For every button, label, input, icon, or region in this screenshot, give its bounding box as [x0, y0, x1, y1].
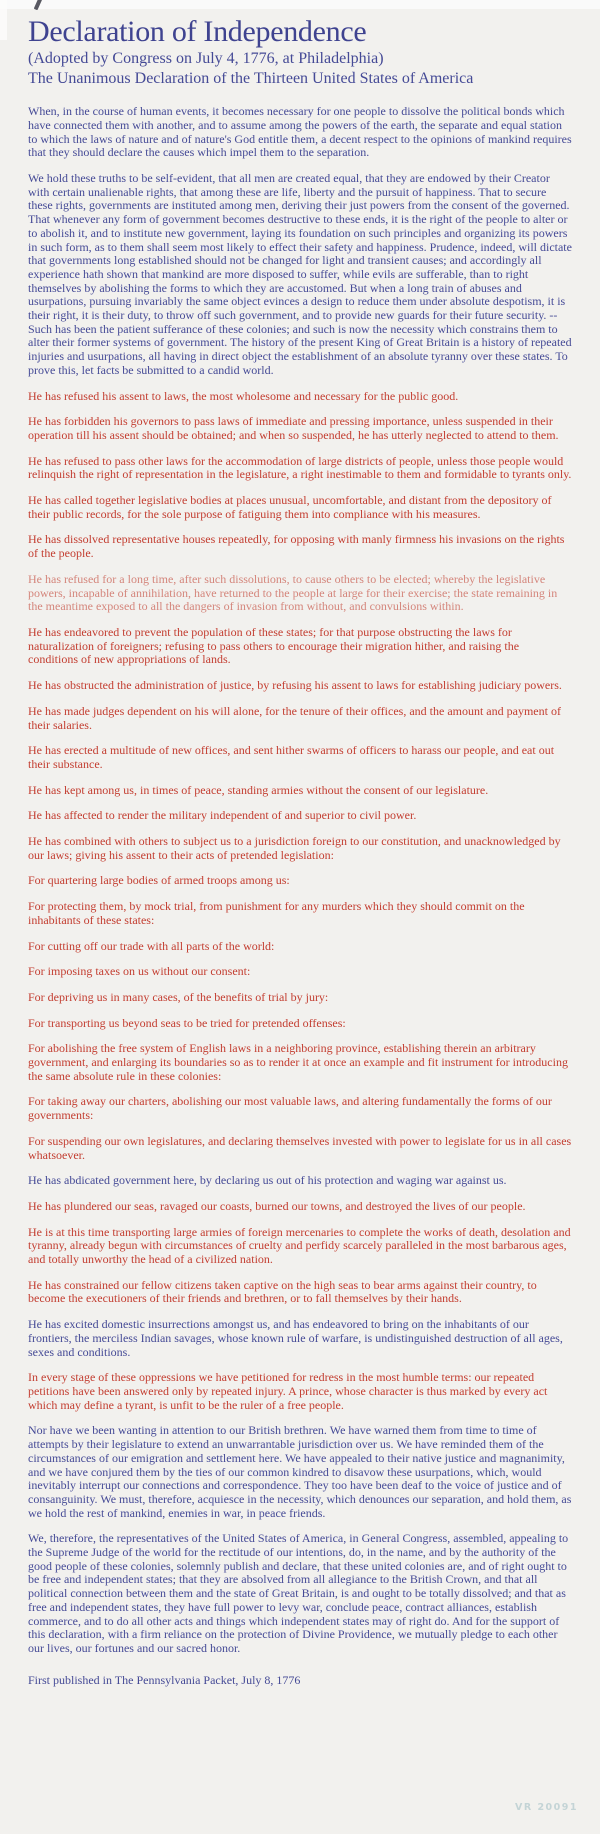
- grievance-paragraph: He has endeavored to prevent the population of these states; for that purpose obstructing the laws for naturalization of foreigners; refusing to pass others to encourage their migration hither, and raising the conditions of new appropriations of lands.: [28, 624, 520, 667]
- grievance-paragraph: For cutting off our trade with all parts of the world:: [28, 938, 275, 953]
- grievance-paragraph: For suspending our own legislatures, and declaring themselves invested with power to legislate for us in all cases whatsoever.: [28, 1133, 572, 1162]
- grievance-paragraph: For protecting them, by mock trial, from punishment for any murders which they should commit on the inhabitants of these states:: [28, 899, 525, 927]
- grievance-paragraph: He has forbidden his governors to pass laws of immediate and pressing importance, unless suspended in their operation till his assent should be obtained; and when so suspended, he has utterly neglected to attend to them.: [28, 414, 559, 442]
- grievance-paragraph: He is at this time transporting large armies of foreign mercenaries to complete the works of death, desolation and tyranny, already begun with circumstances of cruelty and perfidy scarcely paralleled in the most barbarous ages, and totally unworthy the head of a civilized nation.: [28, 1224, 571, 1267]
- conclusion-paragraph: We, therefore, the representatives of the United States of America, in General Congress, assembled, appealing to the Supreme Judge of the world for the rectitude of our intentions, do, in the name, and by the authority of the good people of these colonies, solemnly publish and declare, that these united colonies are, and of right ought to be free and independent states; that they are absolved from all allegiance to the British Crown, and that all political connection between them and the state of Great Britain, is and ought to be totally dissolved; and that as free and independent states, they have full power to levy war, conclude peace, contract alliances, establish commerce, and to do all other acts and things which independent states may of right do. And for the support of this declaration, with a firm reliance on the protection of Divine Providence, we mutually pledge to each other our lives, our fortunes and our sacred honor.: [28, 1531, 569, 1655]
- british-brethren-paragraph: Nor have we been wanting in attention to our British brethren. We have warned them from time to time of attempts by their legislature to extend an unwarrantable jurisdiction over us. We have reminded them of the circumstances of our emigration and settlement here. We have appealed to their native justice and magnanimity, and we have conjured them by the ties of our common kindred to disavow these usurpations, which, would inevitably interrupt our connections and correspondence. They too have been deaf to the voice of justice and of consanguinity. We must, therefore, acquiesce in the necessity, which denounces our separation, and hold them, as we hold the rest of mankind, enemies in war, in peace friends.: [28, 1423, 572, 1520]
- grievance-paragraph: For abolishing the free system of English laws in a neighboring province, establishing therein an arbitrary government, and enlarging its boundaries so as to render it at once an example and fit instrument for introducing the same absolute rule in these colonies:: [28, 1041, 568, 1083]
- grievance-paragraph: He has refused for a long time, after such dissolutions, to cause others to be elected; whereby the legislative powers, incapable of annihilation, have returned to the people at large for their exercise; the state remaining in the meantime exposed to all the dangers of invasion from without, and convulsions within.: [28, 571, 558, 614]
- grievance-paragraph: He has dissolved representative houses repeatedly, for opposing with manly firmness his invasions on the rights of the people.: [28, 532, 565, 561]
- grievance-paragraph: He has refused his assent to laws, the most wholesome and necessary for the public good.: [28, 388, 459, 403]
- unanimous-line: The Unanimous Declaration of the Thirteen United States of America: [28, 70, 474, 88]
- grievance-paragraph: He has constrained our fellow citizens taken captive on the high seas to bear arms against their country, to become the executioners of their friends and brethren, or to fall themselves by their hands.: [28, 1277, 537, 1306]
- document-body: [28, 105, 572, 1655]
- grievance-paragraph: He has affected to render the military independent of and superior to civil power.: [28, 808, 417, 823]
- grievance-paragraph: He has called together legislative bodies at places unusual, uncomfortable, and distant from the depository of their public records, for the sole purpose of fatiguing them into compliance with his measures.: [28, 493, 552, 521]
- publication-note: First published in The Pennsylvania Packet, July 8, 1776: [28, 1672, 301, 1687]
- grievance-paragraph: For depriving us in many cases, of the benefits of trial by jury:: [28, 989, 329, 1004]
- preamble-paragraph: When, in the course of human events, it becomes necessary for one people to dissolve the political bonds which have connected them with another, and to assume among the powers of the earth, the separate and equal station to which the laws of nature and of nature's God entitle them, a decent respect to the opinions of mankind requires that they should declare the causes which impel them to the separation.: [28, 104, 572, 160]
- grievance-paragraph: He has plundered our seas, ravaged our coasts, burned our towns, and destroyed the lives of our people.: [28, 1198, 526, 1213]
- petition-paragraph: In every stage of these oppressions we have petitioned for redress in the most humble terms: our repeated petitions have been answered only by repeated injury. A prince, whose character is thus marked by every act which may define a tyrant, is unfit to be the ruler of a free people.: [28, 1370, 548, 1412]
- watermark-code: VR 20091: [514, 1802, 578, 1813]
- adoption-line: (Adopted by Congress on July 4, 1776, at Philadelphia): [28, 49, 384, 67]
- document-title: Declaration of Independence: [28, 15, 367, 48]
- scan-edge-top: [0, 0, 600, 9]
- grievance-paragraph: He has excited domestic insurrections amongst us, and has endeavored to bring on the inhabitants of our frontiers, the merciless Indian savages, whose known rule of warfare, is undistinguished destruction of all ages, sexes and conditions.: [28, 1317, 563, 1359]
- grievance-paragraph: He has refused to pass other laws for the accommodation of large districts of people, unless those people would relinquish the right of representation in the legislature, a right inestimable to them and formidable to tyrants only.: [28, 453, 572, 482]
- grievance-paragraph: He has obstructed the administration of justice, by refusing his assent to laws for establishing judiciary powers.: [28, 678, 562, 693]
- grievance-paragraph: He has abdicated government here, by declaring us out of his protection and waging war against us.: [28, 1173, 507, 1188]
- grievance-paragraph: He has made judges dependent on his will alone, for the tenure of their offices, and the amount and payment of their salaries.: [28, 703, 561, 732]
- grievance-paragraph: He has combined with others to subject us to a jurisdiction foreign to our constitution, and unacknowledged by our laws; giving his assent to their acts of pretended legislation:: [28, 834, 561, 862]
- grievance-paragraph: He has kept among us, in times of peace, standing armies without the consent of our legislature.: [28, 782, 489, 797]
- preamble-paragraph: We hold these truths to be self-evident, that all men are created equal, that they are endowed by their Creator with certain unalienable rights, that among these are life, liberty and the pursuit of happiness. That to secure these rights, governments are instituted among men, deriving their just powers from the consent of the governed. That whenever any form of government becomes destructive to these ends, it is the right of the people to alter or to abolish it, and to institute new government, laying its foundation on such principles and organizing its powers in such form, as to them shall seem most likely to effect their safety and happiness. Prudence, indeed, will dictate that governments long established should not be changed for light and transient causes; and accordingly all experience hath shown that mankind are more disposed to suffer, while evils are sufferable, than to right themselves by abolishing the forms to which they are accustomed. But when a long train of abuses and usurpations, pursuing invariably the same object evinces a design to reduce them under absolute despotism, it is their right, it is their duty, to throw off such government, and to provide new guards for their future security. --Such has been the patient sufferance of these colonies; and such is now the necessity which constrains them to alter their former systems of government. The history of the present King of Great Britain is a history of repeated injuries and usurpations, all having in direct object the establishment of an absolute tyranny over these states. To prove this, let facts be submitted to a candid world.: [28, 171, 572, 377]
- grievance-paragraph: For imposing taxes on us without our consent:: [28, 964, 251, 979]
- scan-edge-left: [0, 0, 7, 40]
- grievance-paragraph: For transporting us beyond seas to be tried for pretended offenses:: [28, 1015, 346, 1030]
- grievance-paragraph: He has erected a multitude of new offices, and sent hither swarms of officers to harass our people, and eat out their substance.: [28, 743, 555, 771]
- grievance-paragraph: For taking away our charters, abolishing our most valuable laws, and altering fundamentally the forms of our governments:: [28, 1094, 552, 1123]
- grievance-paragraph: For quartering large bodies of armed troops among us:: [28, 873, 290, 888]
